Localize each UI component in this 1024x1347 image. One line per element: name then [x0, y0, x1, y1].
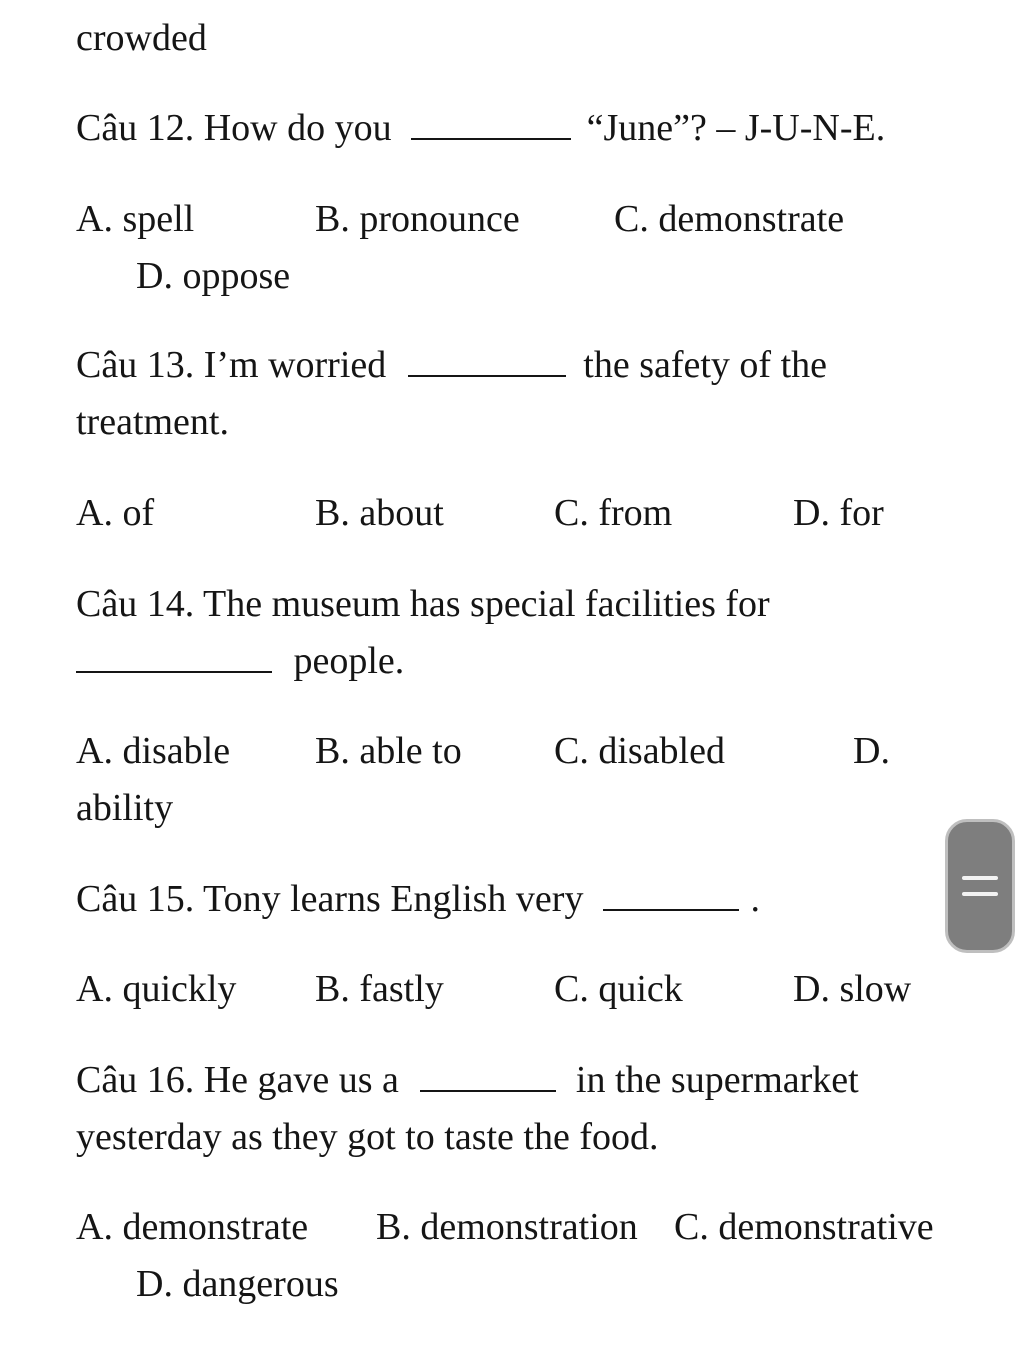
question-15-stem-after: . [750, 878, 760, 920]
previous-question-fragment: crowded [76, 17, 207, 59]
question-14-stem-line1: Câu 14. The museum has special facilities for [76, 583, 770, 625]
question-14-option-c[interactable]: C. disabled [554, 730, 725, 772]
question-15-option-d[interactable]: D. slow [793, 968, 912, 1010]
question-12-stem-before: Câu 12. How do you [76, 107, 392, 149]
question-16-stem [76, 1058, 859, 1102]
question-14-stem-line2 [76, 639, 404, 683]
question-16-option-b[interactable]: B. demonstration [376, 1206, 638, 1248]
question-12-stem-after: “June”? – J-U-N-E. [586, 107, 886, 149]
question-14-option-d[interactable]: D. [853, 730, 890, 772]
question-15-blank [603, 879, 739, 911]
question-14-option-a[interactable]: A. disable [76, 730, 231, 772]
question-15-option-c[interactable]: C. quick [554, 968, 683, 1010]
question-13-option-a[interactable]: A. of [76, 492, 155, 534]
question-15-option-a[interactable]: A. quickly [76, 968, 237, 1010]
question-12-option-a[interactable]: A. spell [76, 198, 195, 240]
grip-line-bottom [962, 892, 998, 896]
question-12-option-c[interactable]: C. demonstrate [614, 198, 845, 240]
question-13-option-b[interactable]: B. about [315, 492, 444, 534]
question-12-option-d[interactable]: D. oppose [136, 255, 291, 297]
grip-line-top [962, 876, 998, 880]
question-16-option-a[interactable]: A. demonstrate [76, 1206, 309, 1248]
question-16-stem-before: Câu 16. He gave us a [76, 1059, 399, 1101]
question-12-blank [411, 108, 571, 140]
question-13-blank [408, 345, 566, 377]
question-13-stem-line2: treatment. [76, 401, 229, 443]
question-16-blank [420, 1060, 556, 1092]
question-13-stem-before: Câu 13. I’m worried [76, 344, 387, 386]
question-14-option-b[interactable]: B. able to [315, 730, 462, 772]
scroll-handle[interactable] [945, 819, 1015, 953]
question-13-option-d[interactable]: D. for [793, 492, 884, 534]
question-13-option-c[interactable]: C. from [554, 492, 673, 534]
question-14-blank [76, 641, 272, 673]
question-16-stem-line2: yesterday as they got to taste the food. [76, 1116, 659, 1158]
question-15-option-b[interactable]: B. fastly [315, 968, 444, 1010]
question-15-stem-before: Câu 15. Tony learns English very [76, 878, 584, 920]
question-13-stem-after: the safety of the [583, 344, 827, 386]
question-16-option-d[interactable]: D. dangerous [136, 1263, 339, 1305]
question-15-stem [76, 877, 760, 921]
question-13-stem [76, 343, 827, 387]
question-14-option-d-text[interactable]: ability [76, 787, 174, 829]
question-16-stem-after: in the supermarket [575, 1059, 859, 1101]
question-12-stem [76, 106, 885, 150]
question-12-option-b[interactable]: B. pronounce [315, 198, 520, 240]
question-16-option-c[interactable]: C. demonstrative [674, 1206, 934, 1248]
question-14-stem-after: people. [293, 640, 405, 682]
